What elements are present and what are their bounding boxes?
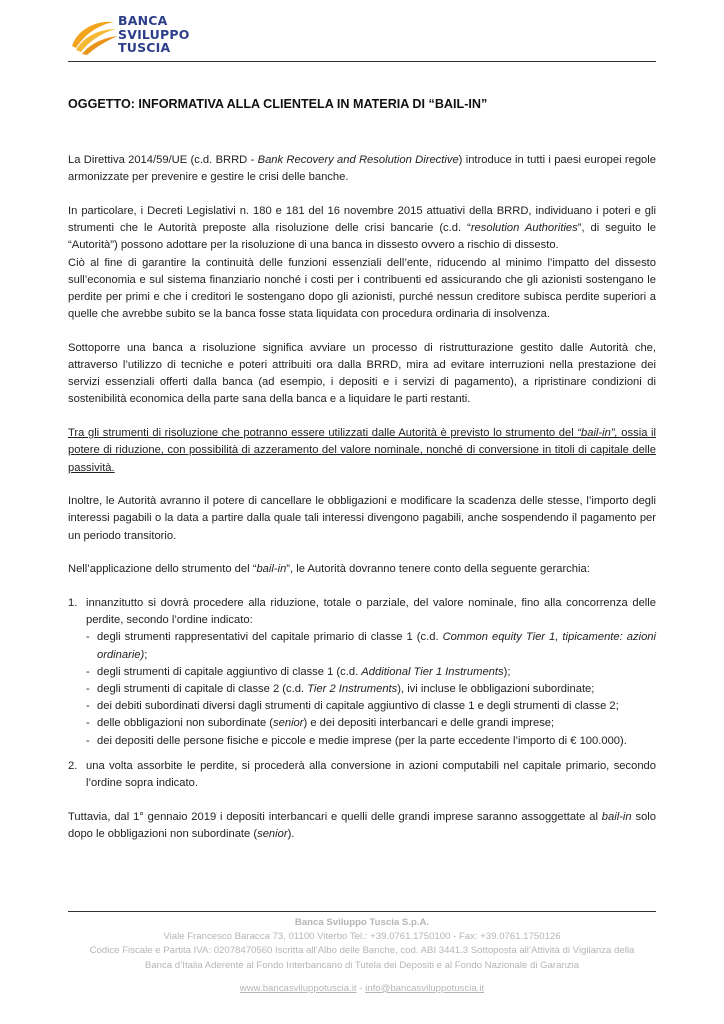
footer-legal-1: Codice Fiscale e Partita IVA: 02078470560 Iscritta all’Albo delle Banche, cod. ABI 3441.3 Sottoposta all’Attività di Vigilanza della xyxy=(89,945,635,957)
hierarchy-list xyxy=(68,595,656,792)
sub2-text-a: degli strumenti di capitale aggiuntivo di classe 1 (c.d. xyxy=(97,665,362,678)
p1-text-a: La Direttiva 2014/59/UE (c.d. BRRD - xyxy=(68,154,258,166)
sub4-text: dei debiti subordinati diversi dagli strumenti di capitale aggiuntivo di classe 1 e degli strumenti di classe 2; xyxy=(97,700,619,713)
p2-text-a: In particolare, i Decreti Legislativi n. 180 e 181 del 16 novembre 2015 attuativi della BRRD, individuano i poteri e gli strumenti che le Autorità preposte alla risoluzione delle crisi bancarie (c.d. “ xyxy=(68,204,656,235)
logo-wordmark xyxy=(118,14,208,55)
sub5-text-a: delle obbligazioni non subordinate ( xyxy=(97,717,274,730)
footer-divider xyxy=(68,911,656,912)
page-footer xyxy=(60,916,664,996)
p5-text-b: “bail-in”, xyxy=(577,427,618,440)
logo-line-1: BANCA xyxy=(118,13,168,28)
sub5-text-c: ) e dei depositi interbancari e delle grandi imprese; xyxy=(303,717,555,730)
sub6-text: dei depositi delle persone fisiche e piccole e medie imprese (per la parte eccedente l’importo di € 100.000). xyxy=(97,734,627,747)
list-item xyxy=(68,595,656,750)
sub5-text-b: senior xyxy=(273,717,304,730)
sub-list xyxy=(86,629,656,749)
sub1-text-c: ; xyxy=(144,648,148,661)
logo-line-3: TUSCIA xyxy=(118,40,171,55)
p7-text-a: Nell’applicazione dello strumento del “ xyxy=(68,563,257,576)
sub-list-item xyxy=(86,629,656,663)
sub-list-item xyxy=(86,681,656,698)
footer-legal-2: Banca d’Italia Aderente al Fondo Interbancario di Tutela dei Depositi e al Fondo Nazionale di Garanzia xyxy=(144,959,580,971)
p7-text-b: bail-in xyxy=(256,563,287,576)
p5-text-c: ossia il potere di riduzione, con possibilità di azzeramento del valore nominale, nonché di conversione in titoli di capitale delle passività. xyxy=(68,427,656,474)
p2-text-c: ”, di seguito le “Autorità”) possono adottare per la risoluzione di una banca in dissesto ovvero a rischio di dissesto. xyxy=(68,222,657,252)
link-separator: - xyxy=(356,982,366,994)
footer-address: Viale Francesco Baracca 73, 01100 Viterbo Tel.: +39.0761.1750100 - Fax: +39.0761.1750126 xyxy=(163,931,561,943)
sub2-text-c: ); xyxy=(503,665,511,678)
bank-logo xyxy=(68,14,198,60)
document-body xyxy=(68,152,656,860)
sub3-text-b: Tier 2 Instruments xyxy=(307,683,398,696)
document-title: OGGETTO: INFORMATIVA ALLA CLIENTELA IN MATERIA DI “BAIL-IN” xyxy=(68,97,488,111)
sub-list-item xyxy=(86,698,656,715)
footer-company: Banca Sviluppo Tuscia S.p.A. xyxy=(294,917,430,928)
p1-text-b: Bank Recovery and Resolution Directive xyxy=(257,154,459,166)
website-link[interactable]: www.bancasviluppotuscia.it xyxy=(239,982,357,994)
list-number: 1. xyxy=(68,597,78,610)
sub3-text-c: ), ivi incluse le obbligazioni subordinate; xyxy=(397,683,595,696)
sub-list-item xyxy=(86,715,656,732)
dash-bullet: - xyxy=(86,717,90,730)
p8-text-a: Tuttavia, dal 1° gennaio 2019 i depositi interbancari e quelli delle grandi imprese saranno assoggettate al xyxy=(68,810,602,823)
paragraph-purpose: Ciò al fine di garantire la continuità delle funzioni essenziali dell’ente, riducendo al minimo l’impatto del dissesto sull’economia e sul sistema finanziario nonché i costi per i contribuenti ed assicurando che gli azionisti sostengano le perdite per primi e che i creditori le sostengano dopo gli azionisti, purché nessun creditore subisca perdite superiori a quelle che avrebbe subito se la banca fosse stata liquidata con procedura ordinaria di insolvenza. xyxy=(68,256,656,321)
sub3-text-a: degli strumenti di capitale di classe 2 (c.d. xyxy=(97,683,308,696)
dash-bullet: - xyxy=(86,734,90,747)
p5-text-a: Tra gli strumenti di risoluzione che potranno essere utilizzati dalle Autorità è previsto lo strumento del xyxy=(68,427,578,440)
email-link[interactable]: info@bancasviluppotuscia.it xyxy=(365,982,485,994)
sub-list-item xyxy=(86,664,656,681)
sub2-text-b: Additional Tier 1 Instruments xyxy=(361,665,504,678)
header-divider xyxy=(68,61,656,62)
paragraph-hierarchy-intro xyxy=(68,561,656,578)
p2-text-b: resolution Authorities xyxy=(470,222,578,235)
dash-bullet: - xyxy=(86,683,90,696)
list-number: 2. xyxy=(68,759,78,772)
footer-links xyxy=(60,982,664,996)
paragraph-directive xyxy=(68,152,656,186)
list-item xyxy=(68,758,656,792)
p8-text-d: senior xyxy=(257,828,288,840)
paragraph-decrees xyxy=(68,203,656,255)
paragraph-resolution: Sottoporre una banca a risoluzione significa avviare un processo di ristrutturazione gestito dalle Autorità che, attraverso l’utilizzo di tecniche e poteri attribuiti ora dalla BRRD, mira ad evitare interruzioni nella prestazione dei servizi essenziali offerti dalla banca (ad esempio, i depositi e i servizi di pagamento), a ripristinare condizioni di sostenibilità economica della parte sana della banca e a liquidare le parti restanti. xyxy=(68,341,656,406)
paragraph-bail-in-tool xyxy=(68,425,656,477)
dash-bullet: - xyxy=(86,700,90,713)
dash-bullet: - xyxy=(86,631,90,644)
p8-text-b: bail-in xyxy=(601,810,632,823)
sub-list-item xyxy=(86,733,656,750)
list-item-text: innanzitutto si dovrà procedere alla riduzione, totale o parziale, del valore nominale, fino alla concorrenza delle perdite, secondo l’ordine indicato: xyxy=(86,597,656,627)
p1-text-c: ) introduce in tutti i paesi europei regole armonizzate per prevenire e gestire le crisi delle banche. xyxy=(68,154,656,184)
p7-text-c: ”, le Autorità dovranno tenere conto della seguente gerarchia: xyxy=(286,563,590,576)
list-item-text: una volta assorbite le perdite, si procederà alla conversione in azioni computabili nel capitale primario, secondo l’ordine sopra indicato. xyxy=(86,759,656,790)
logo-line-2: SVILUPPO xyxy=(118,26,190,42)
paragraph-powers: Inoltre, le Autorità avranno il potere di cancellare le obbligazioni e modificare la scadenza delle stesse, l’importo degli interessi pagabili o la data a partire dalla quale tali interessi divengono pagabili, anche sospendendo il pagamento per un periodo transitorio. xyxy=(68,495,656,542)
logo-swoosh-icon xyxy=(68,16,120,56)
p8-text-c: solo dopo le obbligazioni non subordinate ( xyxy=(68,810,657,840)
paragraph-2019 xyxy=(68,809,656,843)
dash-bullet: - xyxy=(86,665,90,678)
sub1-text-a: degli strumenti rappresentativi del capitale primario di classe 1 (c.d. xyxy=(97,631,443,644)
sub1-text-b: Common equity Tier 1, tipicamente: azioni ordinarie) xyxy=(97,631,656,661)
p8-text-e: ). xyxy=(287,828,295,840)
